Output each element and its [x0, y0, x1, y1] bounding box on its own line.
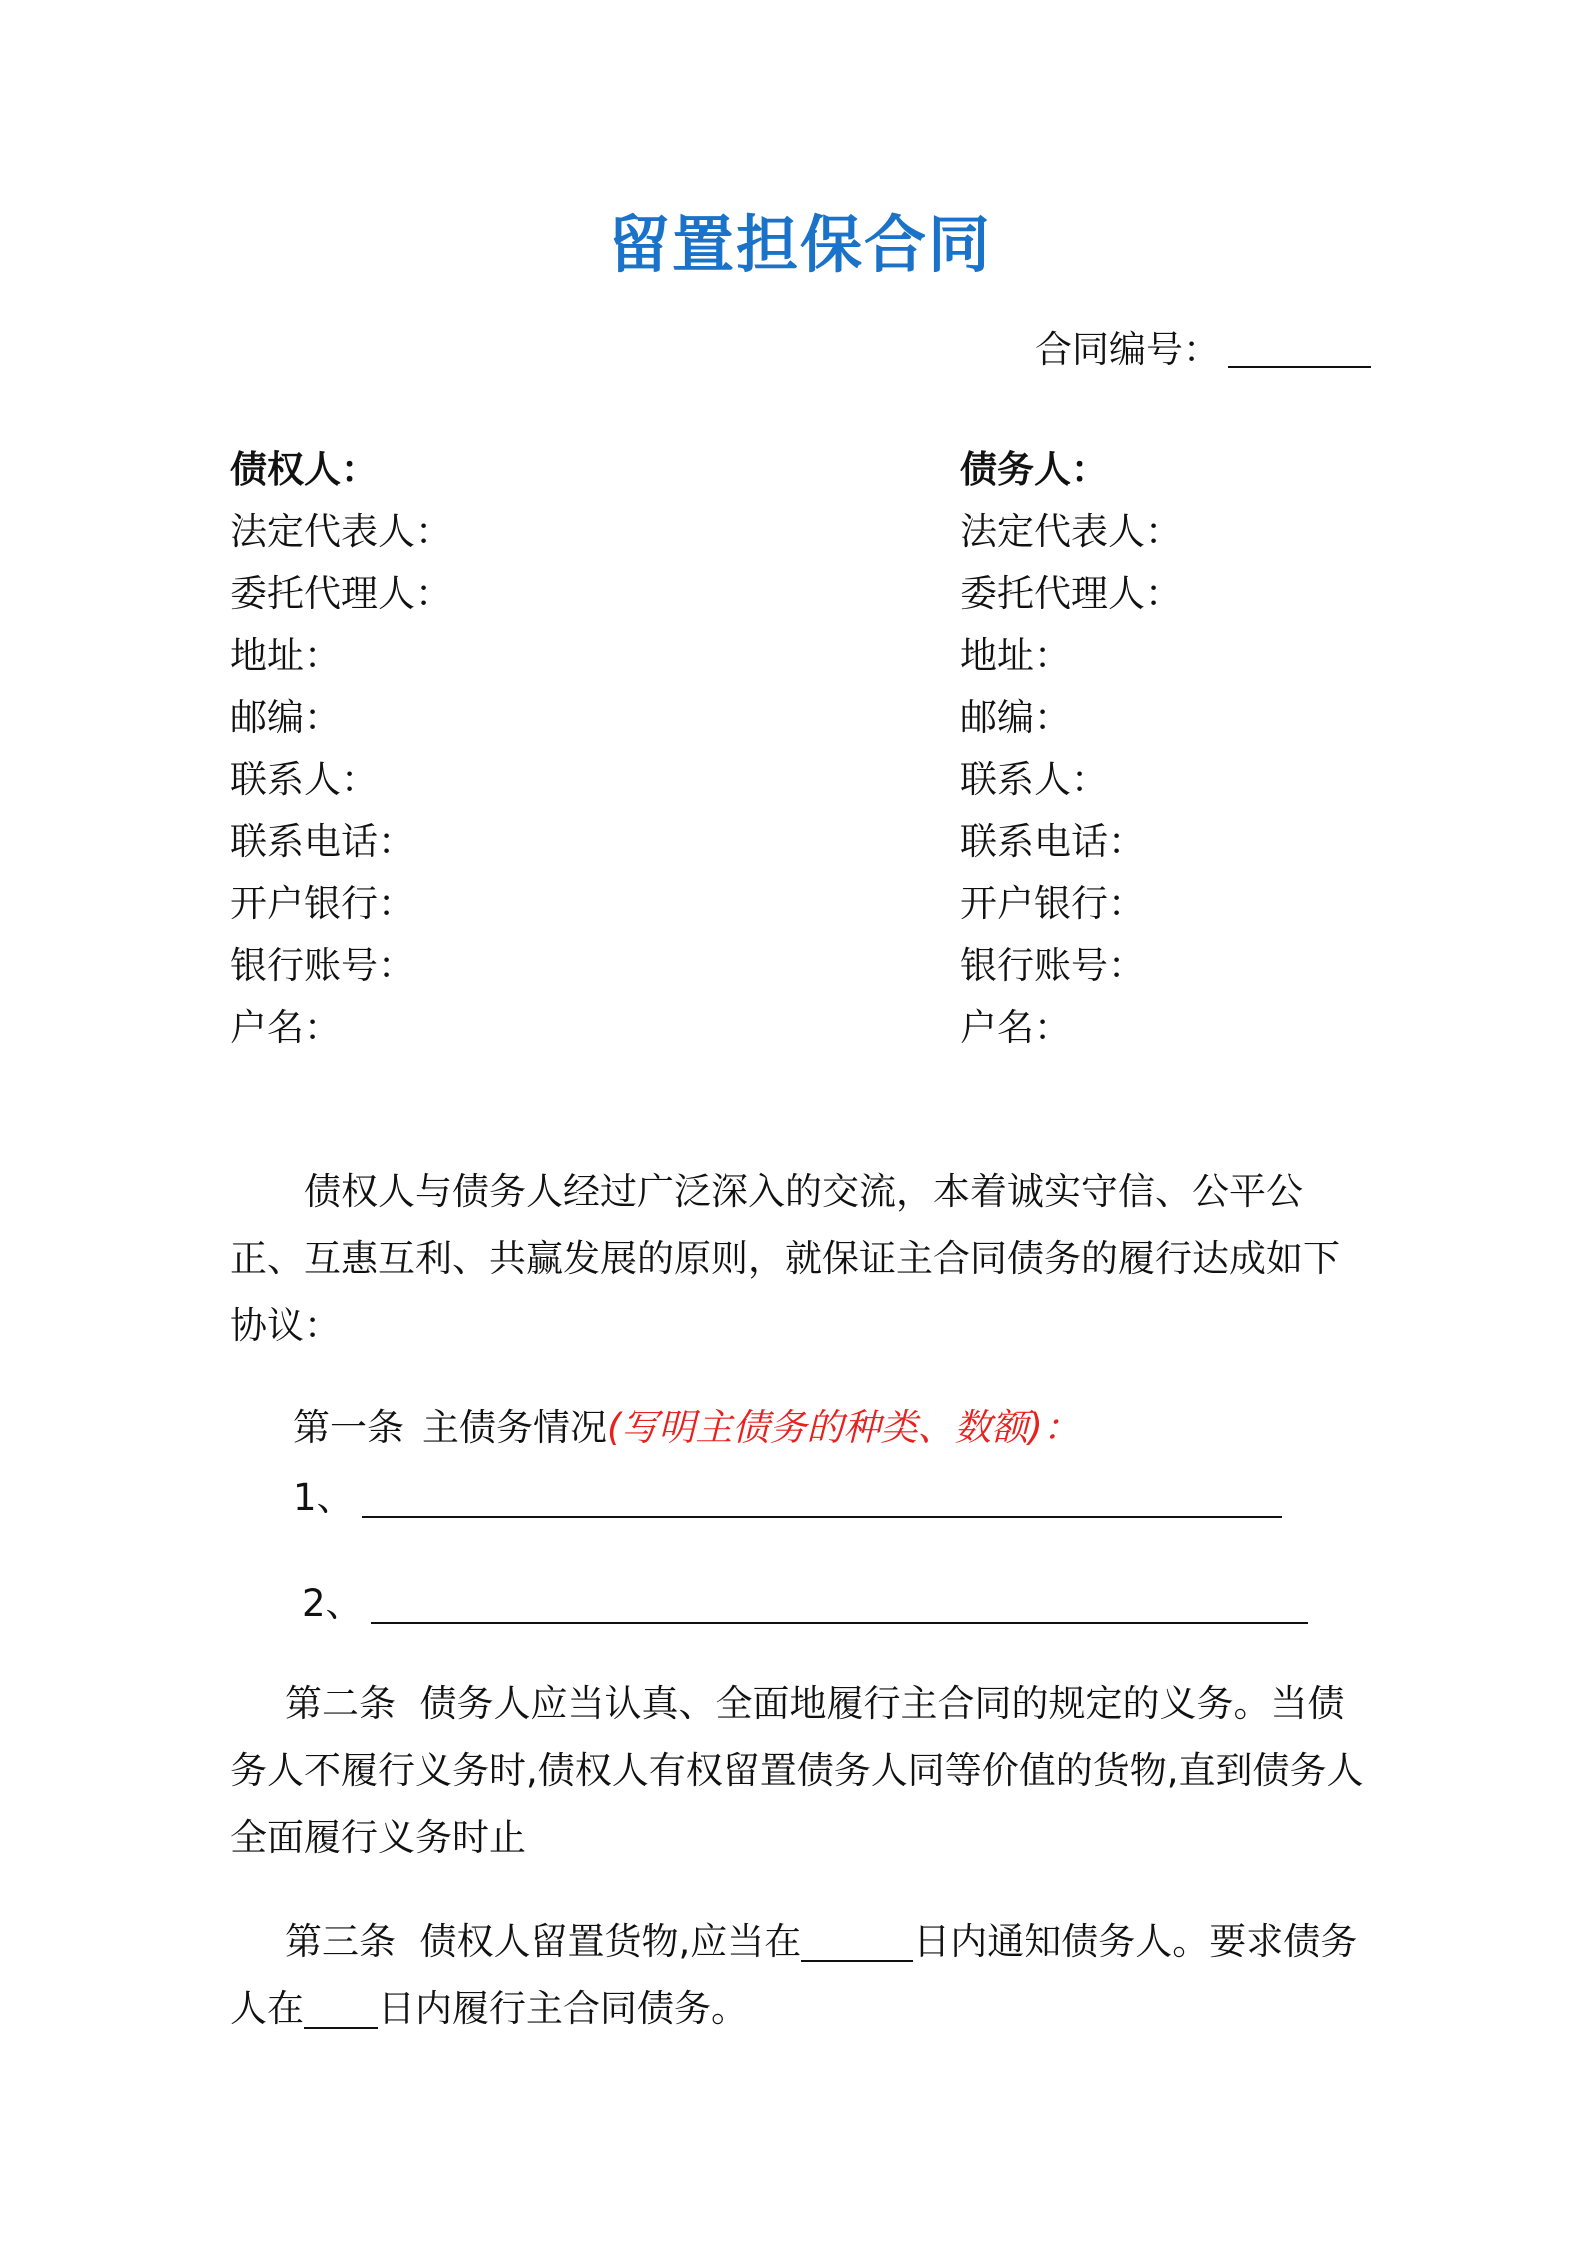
- creditor-field: 委托代理人：: [230, 572, 452, 615]
- article-2-number: 第二条: [285, 1682, 396, 1725]
- article-3-text-c: 日内履行主合同债务。: [378, 1987, 748, 2030]
- debtor-field: 法定代表人：: [960, 510, 1182, 553]
- performance-days-blank: [304, 1987, 378, 2029]
- debtor-field: 户名：: [960, 1006, 1071, 1049]
- debtor-heading: 债务人：: [960, 448, 1108, 491]
- article-1-heading: [293, 1400, 1080, 1456]
- contract-number-blank: [1228, 328, 1371, 368]
- article-2-paragraph: [230, 1670, 1370, 1871]
- article-3-text-b: 日内通知债务人。要求债务人在: [230, 1920, 1358, 2030]
- item-number: 1、: [293, 1476, 354, 1519]
- article-3-paragraph: [230, 1908, 1370, 2042]
- article-3-text-a: 债权人留置货物,应当在: [419, 1920, 802, 1963]
- creditor-field: 联系电话：: [230, 820, 415, 863]
- item-blank-line: [362, 1476, 1282, 1518]
- document-title: 留置担保合同: [607, 208, 992, 281]
- article-3-number: 第三条: [285, 1920, 396, 1963]
- debtor-field: 银行账号：: [960, 944, 1145, 987]
- article-1-title: 主债务情况: [422, 1406, 607, 1449]
- article-1-number: 第一条: [293, 1406, 404, 1449]
- notice-days-blank: [801, 1920, 913, 1962]
- debtor-field: 开户银行：: [960, 882, 1145, 925]
- debtor-field: 委托代理人：: [960, 572, 1182, 615]
- creditor-field: 地址：: [230, 634, 341, 677]
- creditor-field: 联系人：: [230, 758, 378, 801]
- article-1-item-1: [293, 1470, 1282, 1526]
- article-2-text: 债务人应当认真、全面地履行主合同的规定的义务。当债务人不履行义务时,债权人有权留置债务人同等价值的货物,直到债务人全面履行义务时止: [230, 1682, 1364, 1859]
- creditor-field: 户名：: [230, 1006, 341, 1049]
- article-1-note: (写明主债务的种类、数额)：: [607, 1406, 1080, 1449]
- item-number: 2、: [302, 1582, 363, 1625]
- creditor-info: [230, 446, 790, 1066]
- contract-number-label: 合同编号：: [1035, 328, 1220, 371]
- debtor-field: 联系人：: [960, 758, 1108, 801]
- creditor-field: 邮编：: [230, 696, 341, 739]
- debtor-info: [960, 446, 1520, 1066]
- contract-number: [1035, 326, 1371, 374]
- debtor-field: 地址：: [960, 634, 1071, 677]
- intro-paragraph: 债权人与债务人经过广泛深入的交流，本着诚实守信、公平公正、互惠互利、共赢发展的原则，就保证主合同债务的履行达成如下协议：: [230, 1170, 1340, 1347]
- creditor-field: 开户银行：: [230, 882, 415, 925]
- debtor-field: 邮编：: [960, 696, 1071, 739]
- article-1-item-2: [302, 1576, 1308, 1632]
- creditor-field: 法定代表人：: [230, 510, 452, 553]
- debtor-field: 联系电话：: [960, 820, 1145, 863]
- creditor-heading: 债权人：: [230, 448, 378, 491]
- creditor-field: 银行账号：: [230, 944, 415, 987]
- item-blank-line: [371, 1582, 1308, 1624]
